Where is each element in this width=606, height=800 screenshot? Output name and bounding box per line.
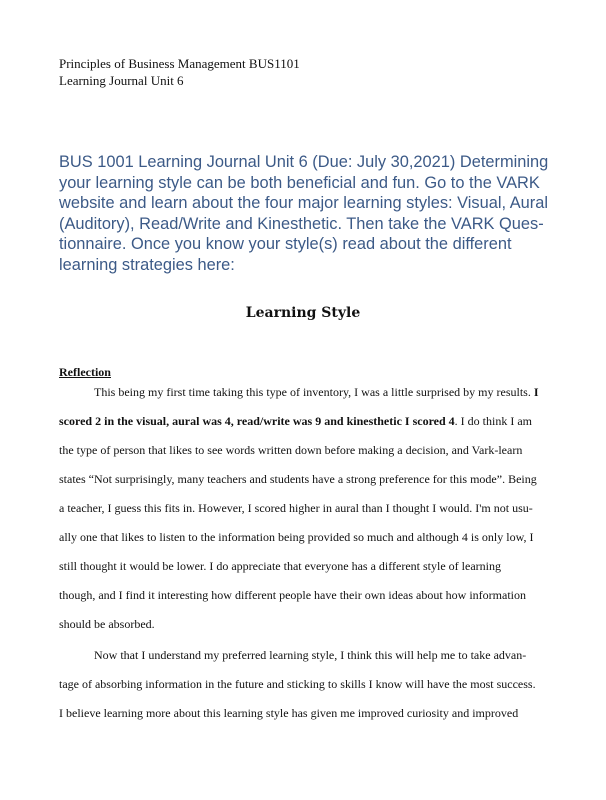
paragraph-line: tage of absorbing information in the future and sticking to skills I know will have the most success. (59, 677, 536, 691)
paragraph-line: the type of person that likes to see words written down before making a decision, and Vark-learn (59, 443, 523, 457)
course-title: Principles of Business Management BUS1101 (59, 56, 300, 71)
page-title: Learning Style (245, 305, 361, 321)
section-heading: Reflection (59, 365, 111, 379)
prompt-line: website and learn about the four major learning styles: Visual, Aural (59, 194, 548, 212)
journal-unit: Learning Journal Unit 6 (59, 73, 184, 88)
prompt-line: your learning style can be both beneficial and fun. Go to the VARK (59, 173, 540, 192)
paragraph-line: a teacher, I guess this fits in. However, I scored higher in aural than I thought I would. I'm not usu- (59, 501, 533, 515)
paragraph-line: ally one that likes to listen to the information being provided so much and although 4 is only low, I (59, 530, 534, 544)
bold-run: scored 2 in the visual, aural was 4, read/write was 9 and kinesthetic I scored 4 (59, 414, 455, 428)
paragraph-line: still thought it would be lower. I do appreciate that everyone has a different style of learning (59, 559, 501, 573)
paragraph-line: Now that I understand my preferred learning style, I think this will help me to take advan- (94, 648, 527, 662)
bold-run: I (533, 385, 539, 399)
text-run: This being my first time taking this type of inventory, I was a little surprised by my results. (94, 385, 534, 399)
prompt-line: BUS 1001 Learning Journal Unit 6 (Due: July 30,2021) Determining (59, 153, 549, 171)
paragraph-line (59, 385, 539, 400)
prompt-line: tionnaire. Once you know your style(s) read about the different (59, 235, 512, 253)
paragraph-line: I believe learning more about this learning style has given me improved curiosity and improved (59, 706, 519, 720)
paragraph-line: though, and I find it interesting how different people have their own ideas about how information (59, 588, 526, 602)
prompt-line: (Auditory), Read/Write and Kinesthetic. Then take the VARK Ques- (59, 214, 544, 233)
paragraph-line: should be absorbed. (59, 617, 155, 631)
paragraph-line: states “Not surprisingly, many teachers and students have a strong preference for this mode”. Being (59, 472, 537, 486)
text-run: . I do think I am (454, 414, 532, 428)
assignment-prompt (59, 152, 559, 275)
paragraph-line (59, 414, 532, 429)
document-header (59, 55, 300, 89)
prompt-line: learning strategies here: (59, 255, 235, 274)
